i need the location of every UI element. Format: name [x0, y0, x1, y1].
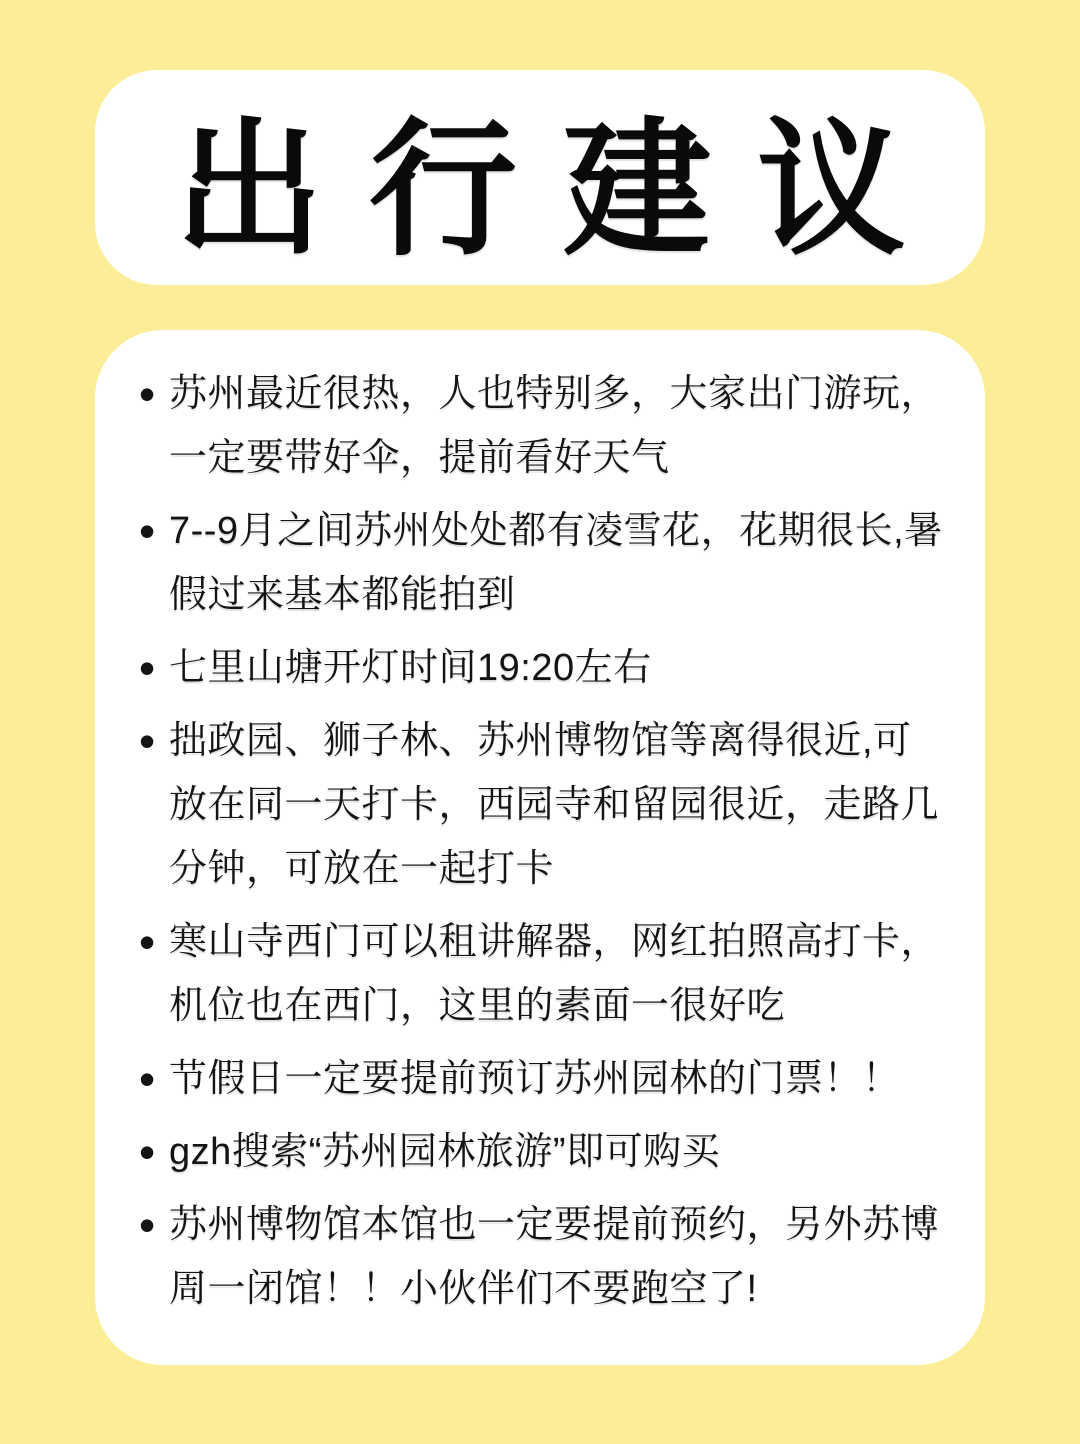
- tip-item: [139, 1047, 945, 1111]
- bullet-icon: •: [139, 1053, 156, 1105]
- tip-item: [139, 709, 945, 901]
- bullet-icon: •: [139, 1126, 156, 1178]
- bullet-icon: •: [139, 642, 156, 694]
- title-card: [95, 70, 985, 285]
- bullet-icon: •: [139, 916, 156, 968]
- tip-item: [139, 499, 945, 627]
- bullet-icon: •: [139, 368, 156, 420]
- tips-card: [95, 330, 985, 1365]
- tip-item: [139, 362, 945, 490]
- tip-text: 苏州博物馆本馆也一定要提前预约，另外苏博周一闭馆！！小伙伴们不要跑空了!: [169, 1204, 940, 1310]
- tip-item: [139, 636, 945, 700]
- tip-text: gzh搜索“苏州园林旅游”即可购买: [169, 1131, 721, 1173]
- tip-text: 苏州最近很热，人也特别多，大家出门游玩，一定要带好伞，提前看好天气: [169, 373, 940, 479]
- page-title: 出行建议: [175, 107, 951, 273]
- bullet-icon: •: [139, 1199, 156, 1251]
- tip-text: 节假日一定要提前预订苏州园林的门票！！: [169, 1058, 901, 1100]
- tip-text: 7--9月之间苏州处处都有凌雪花，花期很长,暑假过来基本都能拍到: [169, 510, 943, 616]
- bullet-icon: •: [139, 715, 156, 767]
- tip-item: [139, 910, 945, 1038]
- tip-text: 寒山寺西门可以租讲解器，网红拍照高打卡，机位也在西门，这里的素面一很好吃: [169, 921, 940, 1027]
- bullet-icon: •: [139, 505, 156, 557]
- tips-list: [139, 362, 945, 1321]
- tip-item: [139, 1120, 945, 1184]
- tip-item: [139, 1193, 945, 1321]
- tip-text: 七里山塘开灯时间19:20左右: [169, 647, 652, 689]
- tip-text: 拙政园、狮子林、苏州博物馆等离得很近,可放在同一天打卡，西园寺和留园很近，走路几分钟，可放在一起打卡: [169, 720, 940, 890]
